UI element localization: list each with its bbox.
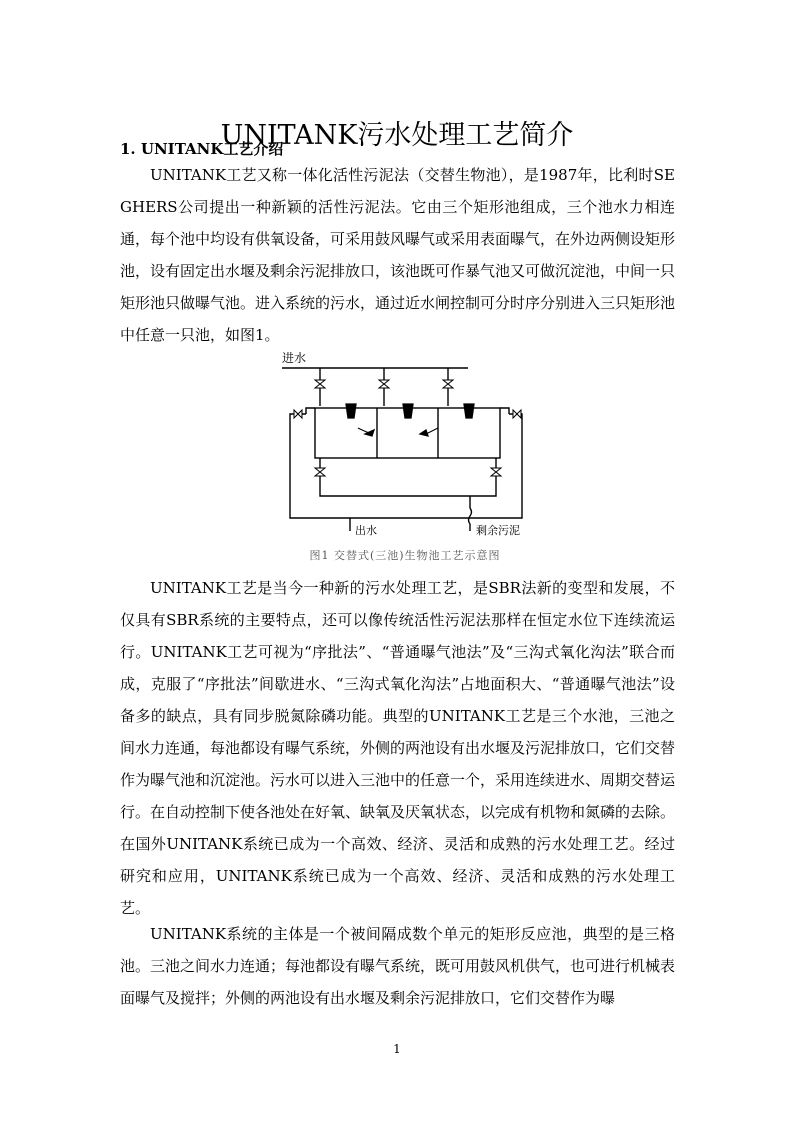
effluent-valve-left-icon bbox=[294, 410, 302, 418]
process-diagram bbox=[270, 346, 540, 546]
inlet-valve-middle-icon bbox=[379, 380, 389, 388]
flow-curve-right bbox=[426, 428, 438, 434]
effluent-valve-right-icon bbox=[513, 410, 521, 418]
effluent-label: 出水 bbox=[355, 524, 377, 537]
inlet-label: 进水 bbox=[282, 351, 307, 365]
weir-left bbox=[306, 408, 315, 414]
weir-right bbox=[500, 408, 509, 414]
paragraph-1: UNITANK工艺又称一体化活性污泥法（交替生物池），是1987年，比利时SEGHERS公司提出一种新颖的活性污泥法。它由三个矩形池组成，三个池水力相连通，每个池中均设有供氧设备，可采用鼓风曝气或采用表面曝气，在外边两侧设矩形池，设有固定出水堰及剩余污泥排放口，该池既可作暴气池又可做沉淀池，中间一只矩形池只做曝气池。进入系统的污水，通过近水闸控制可分时序分别进入三只矩形池中任意一只池，如图1。 bbox=[120, 166, 676, 344]
sludge-line bbox=[320, 458, 496, 496]
sludge-valve-left-icon bbox=[315, 468, 325, 476]
paragraph-3: UNITANK系统的主体是一个被间隔成数个单元的矩形反应池，典型的是三格池。三池之间水力连通；每池都设有曝气系统，既可用鼓风机供气，也可进行机械表面曝气及搅拌；外侧的两池设有出水堰及剩余污泥排放口，它们交替作为曝 bbox=[120, 925, 676, 1007]
process-figure bbox=[270, 346, 540, 571]
aerator-middle-icon bbox=[403, 404, 413, 418]
section-heading: 1. UNITANK工艺介绍 bbox=[120, 140, 284, 158]
aerator-left-icon bbox=[346, 404, 356, 418]
document-title: UNITANK污水处理工艺简介 bbox=[220, 120, 574, 152]
flow-curve-left bbox=[358, 428, 372, 434]
page-number: 1 bbox=[393, 1042, 401, 1056]
paragraph-2: UNITANK工艺是当今一种新的污水处理工艺，是SBR法新的变型和发展，不仅具有SBR系统的主要特点，还可以像传统活性污泥法那样在恒定水位下连续流运行。UNITANK工艺可视为“序批法”、“普通曝气池法”及“三沟式氧化沟法”联合而成，克服了“序批法”间歇进水、“三沟式氧化沟法”占地面积大、“普通曝气池法”设备多的缺点，具有同步脱氮除磷功能。典型的UNITANK工艺是三个水池，三池之间水力连通，每池都设有曝气系统，外侧的两池设有出水堰及污泥排放口，它们交替作为曝气池和沉淀池。污水可以进入三池中的任意一个，采用连续进水、周期交替运行。在自动控制下使各池处在好氧、缺氧及厌氧状态，以完成有机物和氮磷的去除。在国外UNITANK系统已成为一个高效、经济、灵活和成熟的污水处理工艺。经过研究和应用，UNITANK系统已成为一个高效、经济、灵活和成熟的污水处理工艺。 bbox=[120, 579, 676, 917]
sludge-outlet bbox=[469, 496, 472, 531]
inlet-valve-right-icon bbox=[443, 380, 453, 388]
figure-caption: 图1 交替式(三池)生物池工艺示意图 bbox=[309, 549, 501, 562]
flow-arrow-right-icon bbox=[420, 430, 428, 436]
inlet-valve-left-icon bbox=[315, 380, 325, 388]
sludge-valve-right-icon bbox=[491, 468, 501, 476]
aerator-right-icon bbox=[464, 404, 474, 418]
sludge-label: 剩余污泥 bbox=[476, 524, 520, 537]
